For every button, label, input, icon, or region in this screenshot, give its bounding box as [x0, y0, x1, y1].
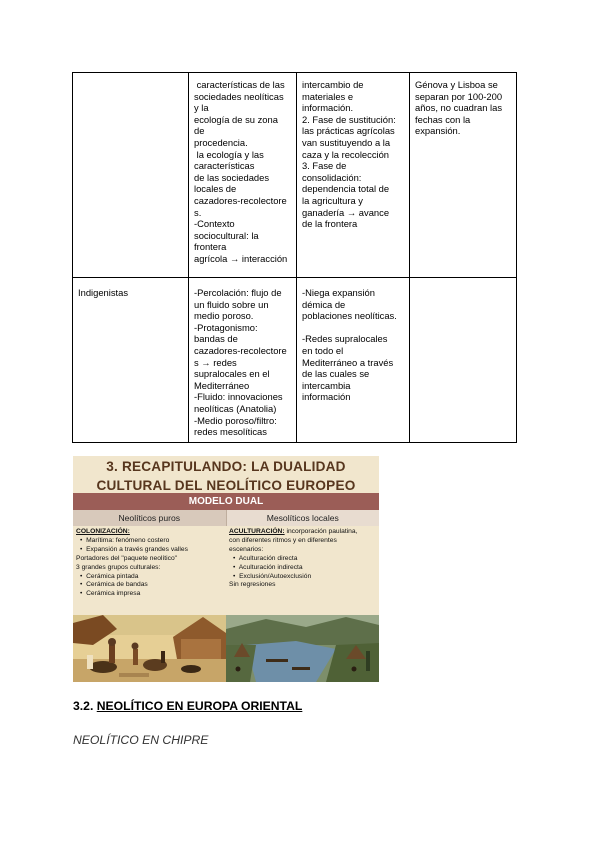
- slide-title: [73, 457, 379, 495]
- cell-text-line: cazadores-recolectore: [194, 344, 287, 356]
- cell-text-line: -Contexto: [194, 218, 235, 230]
- village-scene-icon: [73, 615, 226, 682]
- left-column-body: [76, 528, 224, 614]
- text-line: escenarios:: [229, 545, 264, 553]
- cell-text-line: en todo el: [302, 344, 344, 356]
- comparison-table: [72, 72, 517, 443]
- cell-text-line: redes mesolíticas: [194, 426, 267, 438]
- cell-text-line: 2. Fase de sustitución:: [302, 113, 396, 125]
- cell-text-line: de las sociedades: [194, 171, 270, 183]
- list-item: • Aculturación indirecta: [229, 564, 377, 573]
- table-cell: [73, 278, 189, 443]
- aculturacion-heading: ACULTURACIÓN:: [229, 528, 285, 535]
- cell-text-line: separan por 100-200: [415, 90, 503, 102]
- cell-text-line: -Fluido: innovaciones: [194, 391, 283, 403]
- cell-text-line: y la: [194, 102, 209, 114]
- cell-text-line: fechas con la: [415, 113, 471, 125]
- cell-text-line: sociedades neolíticas: [194, 90, 284, 102]
- cell-text-line: caza y la recolección: [302, 148, 390, 160]
- slide-title-line: CULTURAL DEL NEOLÍTICO EUROPEO: [96, 478, 356, 493]
- cell-text-line: de las cuales se: [302, 368, 370, 380]
- cell-text-line: -Redes supralocales: [302, 333, 388, 345]
- cell-text-line: consolidación:: [302, 171, 362, 183]
- cell-text-line: información: [302, 391, 351, 403]
- cell-text-line: ganadería → avance: [302, 206, 390, 218]
- list-item: • Exclusión/Autoexclusión: [229, 573, 377, 582]
- right-column-body: [229, 528, 377, 614]
- cell-text-line: agrícola → interacción: [194, 252, 288, 264]
- cell-text-line: Indigenistas: [78, 287, 129, 298]
- table-cell: [297, 278, 410, 443]
- cell-text-line: -Protagonismo:: [194, 321, 258, 333]
- slide-image: [73, 456, 379, 682]
- cell-text-line: cazadores-recolectore: [194, 194, 287, 206]
- cell-text-line: -Percolación: flujo de: [194, 287, 282, 298]
- cell-text-line: 3. Fase de: [302, 160, 347, 172]
- cell-text-line: un fluido sobre un: [194, 298, 269, 310]
- cell-text-line: locales de: [194, 183, 237, 195]
- section-heading: [73, 699, 302, 713]
- cell-text-line: expansión.: [415, 125, 461, 137]
- cell-text-line: frontera: [194, 241, 227, 253]
- cell-text-line: -Medio poroso/filtro:: [194, 414, 277, 426]
- cell-text-line: -Niega expansión: [302, 287, 375, 298]
- list-item: • Marítima: fenómeno costero: [76, 537, 224, 546]
- cell-text-line: supralocales en el: [194, 368, 270, 380]
- cell-text-line: bandas de: [194, 333, 238, 345]
- camp-scene-icon: [226, 615, 379, 682]
- cell-text-line: ecología de su zona: [194, 113, 278, 125]
- section-title: NEOLÍTICO EN EUROPA ORIENTAL: [96, 699, 303, 713]
- cell-text-line: características: [194, 160, 255, 172]
- cell-text-line: s.: [194, 206, 202, 218]
- neolithic-village-illustration: [73, 615, 226, 682]
- table-cell: [189, 73, 297, 278]
- table-cell: [410, 278, 517, 443]
- text-line: Sin regresiones: [229, 581, 276, 589]
- table-cell: [73, 73, 189, 278]
- cell-text-line: neolíticas (Anatolia): [194, 402, 277, 414]
- cell-text-line: sociocultural: la: [194, 229, 259, 241]
- cell-text-line: Mediterráneo a través: [302, 356, 394, 368]
- cell-text-line: las prácticas agrícolas: [302, 125, 395, 137]
- table-cell: [297, 73, 410, 278]
- table-cell: [189, 278, 297, 443]
- left-column-header: Neolíticos puros: [73, 510, 226, 526]
- cell-text-line: intercambia: [302, 379, 351, 391]
- text-fragment: incorporación paulatina,: [284, 528, 358, 535]
- cell-text-line: poblaciones neolíticas.: [302, 310, 397, 322]
- colonizacion-heading: COLONIZACIÓN:: [76, 528, 130, 535]
- table-row: [73, 278, 517, 443]
- cell-text-line: procedencia.: [194, 136, 248, 148]
- slide-title-line: 3. RECAPITULANDO: LA DUALIDAD: [106, 459, 346, 474]
- text-line: con diferentes ritmos y en diferentes: [229, 536, 337, 544]
- cell-text-line: dependencia total de: [302, 183, 390, 195]
- text-line: 3 grandes grupos culturales:: [76, 563, 161, 571]
- subsection-heading: NEOLÍTICO EN CHIPRE: [73, 733, 209, 747]
- cell-text-line: de la frontera: [302, 218, 358, 230]
- cell-text-line: información.: [302, 102, 354, 114]
- cell-text-line: intercambio de: [302, 79, 364, 90]
- cell-text-line: [302, 322, 404, 334]
- cell-text-line: de: [194, 125, 205, 137]
- cell-text-line: características de las: [194, 79, 285, 90]
- text-line: [229, 528, 377, 537]
- section-number: 3.2.: [73, 699, 94, 713]
- list-item: • Cerámica de bandas: [76, 581, 224, 590]
- list-item: • Aculturación directa: [229, 555, 377, 564]
- table-cell: [410, 73, 517, 278]
- cell-text-line: la agricultura y: [302, 194, 363, 206]
- slide-band: MODELO DUAL: [73, 493, 379, 510]
- cell-text-line: s → redes: [194, 356, 237, 368]
- mesolithic-camp-illustration: [226, 615, 379, 682]
- cell-text-line: años, no cuadran las: [415, 102, 503, 114]
- cell-text-line: medio poroso.: [194, 310, 254, 322]
- cell-text-line: Mediterráneo: [194, 379, 250, 391]
- list-item: • Cerámica impresa: [76, 590, 224, 599]
- table-row: [73, 73, 517, 278]
- list-item: • Expansión a través grandes valles: [76, 546, 224, 555]
- cell-text-line: démica de: [302, 298, 346, 310]
- text-line: Portadores del "paquete neolítico": [76, 554, 178, 562]
- list-item: • Cerámica pintada: [76, 573, 224, 582]
- slide-column-headers: [73, 510, 379, 526]
- right-column-header: Mesolíticos locales: [226, 510, 380, 526]
- cell-text-line: van sustituyendo a la: [302, 136, 391, 148]
- cell-text-line: materiales e: [302, 90, 354, 102]
- cell-text-line: la ecología y las: [194, 148, 264, 160]
- cell-text-line: Génova y Lisboa se: [415, 79, 498, 90]
